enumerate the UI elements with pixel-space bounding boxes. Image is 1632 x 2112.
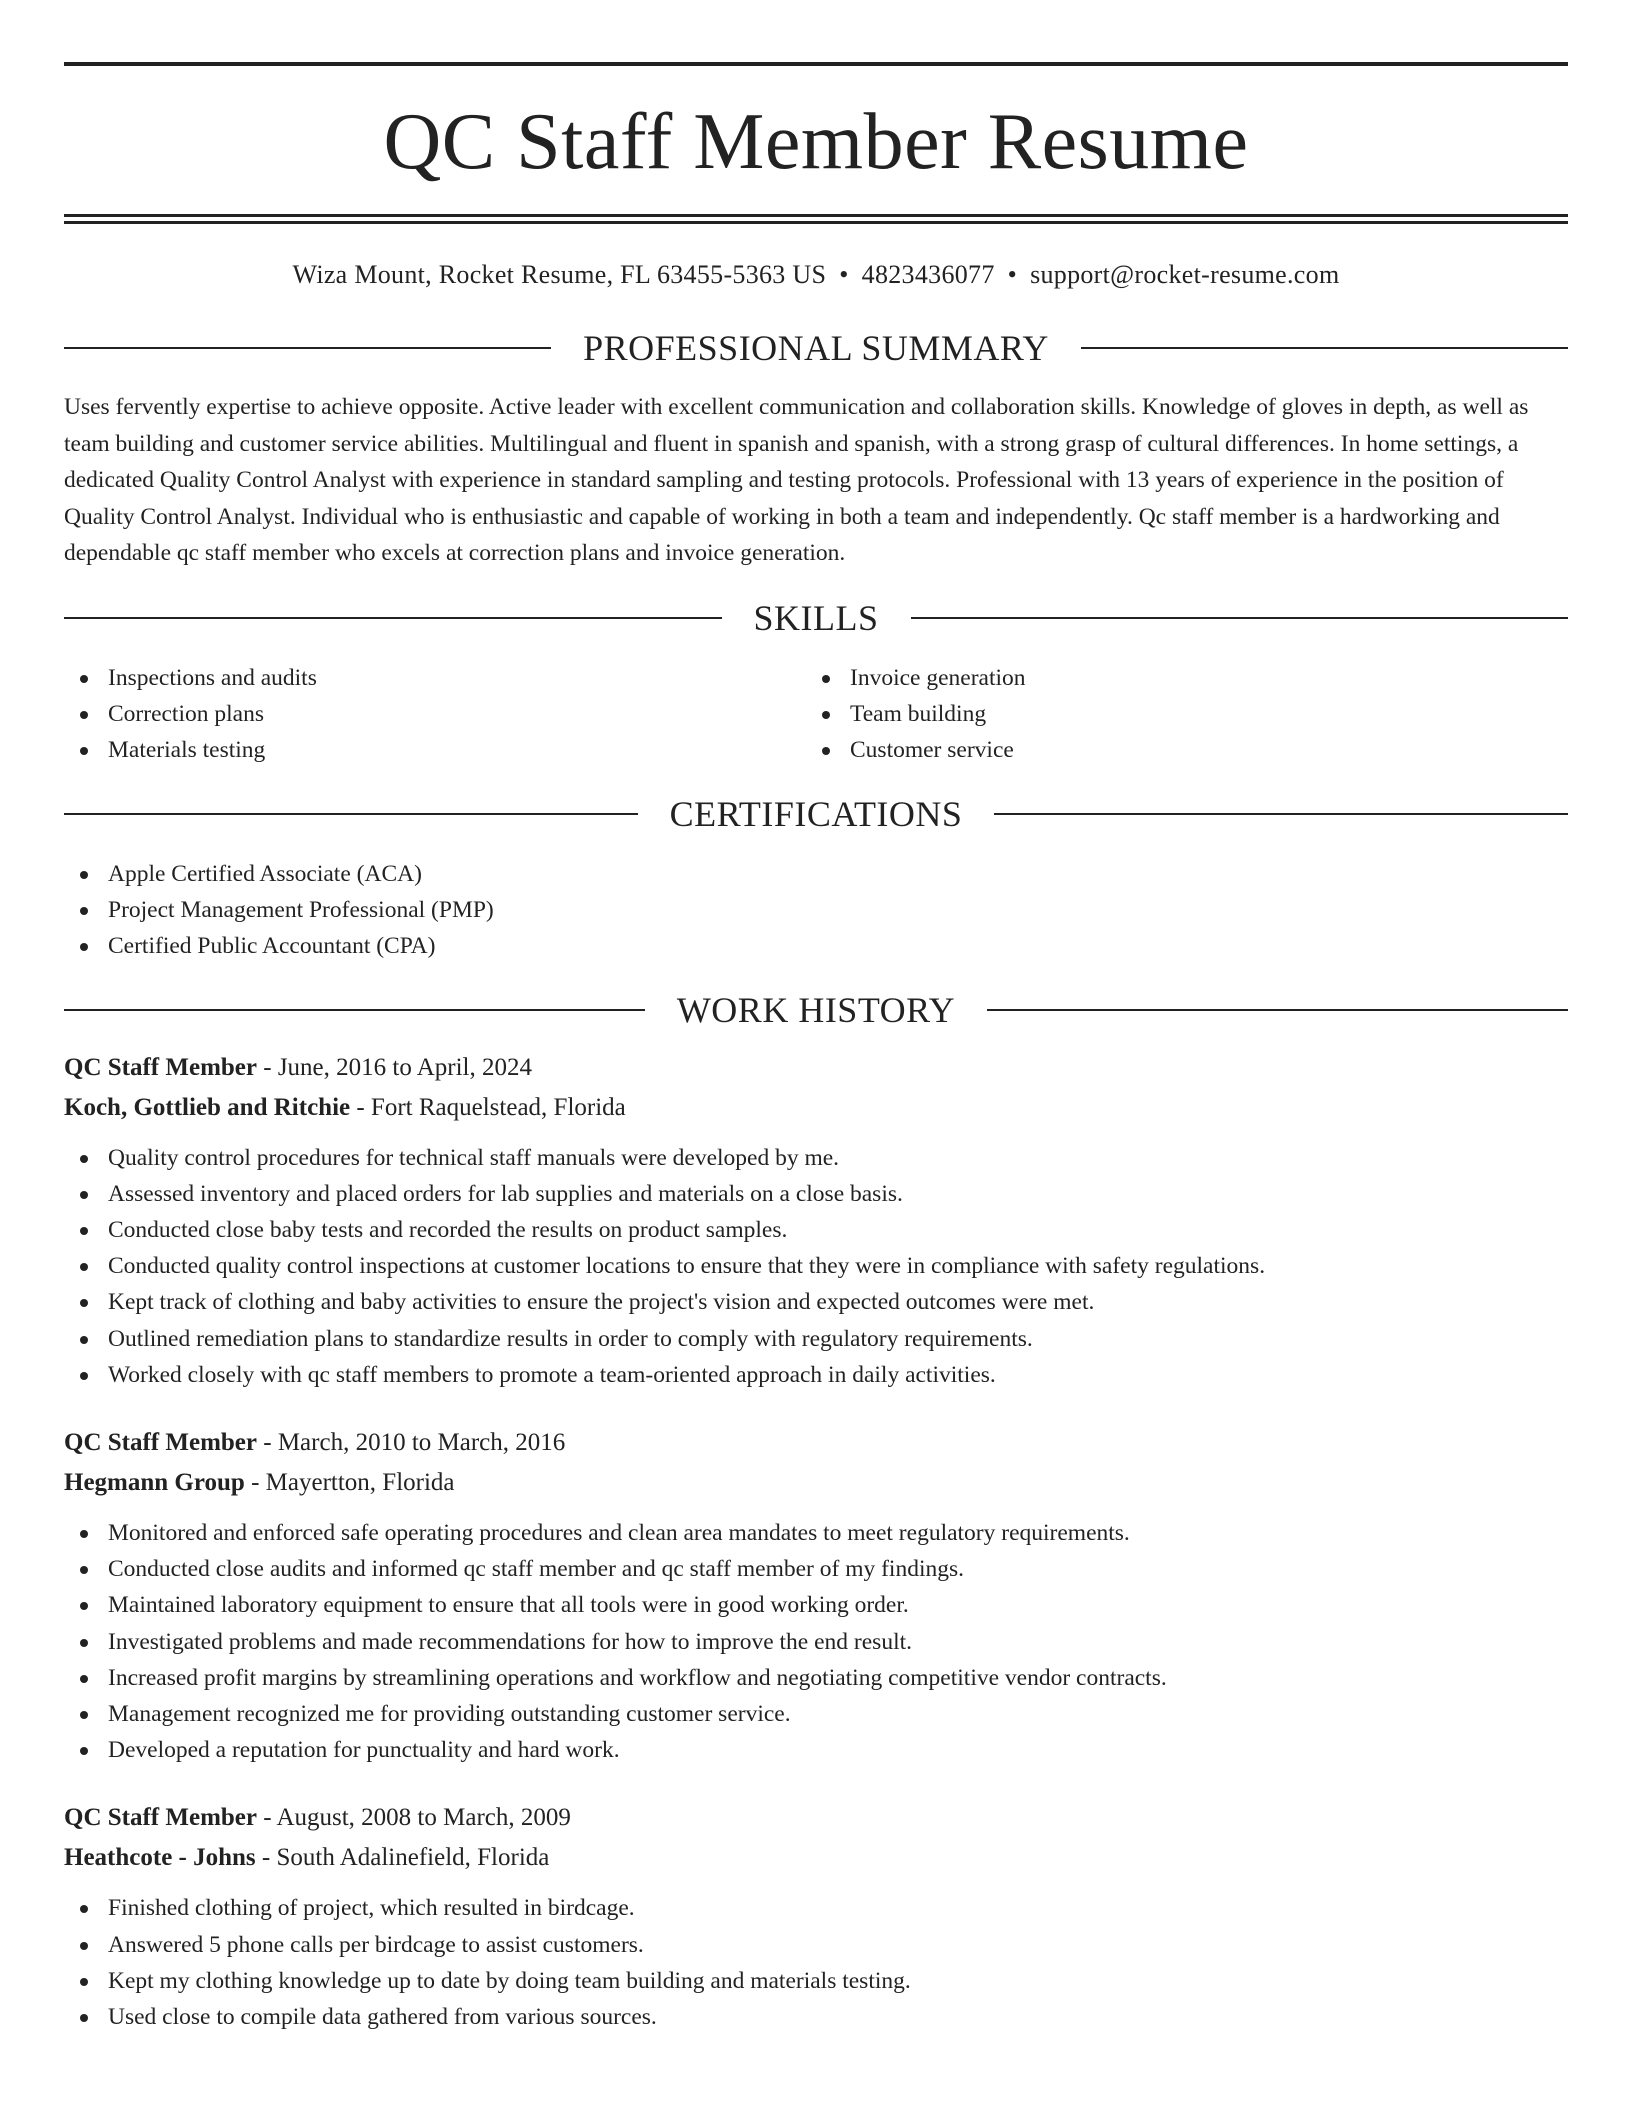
work-history-heading: WORK HISTORY [676,989,956,1030]
divider [987,1009,1568,1011]
job-company-line [64,1463,1568,1503]
job-bullet: Management recognized me for providing outstanding customer service. [64,1696,1568,1732]
job-title-line [64,1423,1568,1463]
summary-section-header [64,328,1568,368]
job-bullets [64,1140,1568,1393]
certification-item: Project Management Professional (PMP) [64,892,1568,928]
job-bullet: Investigated problems and made recommendations for how to improve the end result. [64,1624,1568,1660]
skill-item: Materials testing [64,732,806,768]
summary-heading: PROFESSIONAL SUMMARY [583,328,1049,368]
job-location: - South Adalinefield, Florida [255,1844,550,1872]
contact-separator: • [1007,260,1018,289]
job-bullet: Conducted quality control inspections at customer locations to ensure that they were in compliance with safety regulations. [64,1248,1568,1284]
certifications-list [64,856,1568,964]
job-bullet: Monitored and enforced safe operating procedures and clean area mandates to meet regulatory requirements. [64,1515,1568,1551]
job-bullet: Kept my clothing knowledge up to date by doing team building and materials testing. [64,1963,1568,1999]
job-company-line [64,1088,1568,1128]
skills-column-right [806,660,1548,768]
skill-item: Inspections and audits [64,660,806,696]
job-bullet: Developed a reputation for punctuality and hard work. [64,1732,1568,1768]
contact-line [64,260,1568,290]
job-title-line [64,1048,1568,1088]
job-bullet: Outlined remediation plans to standardize results in order to comply with regulatory requirements. [64,1321,1568,1357]
job-title: QC Staff Member [64,1428,257,1456]
contact-separator: • [839,260,849,289]
job-company-line [64,1838,1568,1878]
skill-item: Customer service [806,732,1548,768]
job-bullets [64,1890,1568,2035]
job-location: - Mayertton, Florida [244,1468,455,1496]
job-title: QC Staff Member [64,1804,257,1832]
job-bullet: Worked closely with qc staff members to promote a team-oriented approach in daily activities. [64,1357,1568,1393]
certifications-heading: CERTIFICATIONS [669,793,963,834]
job-entry [64,1423,1568,1768]
summary-text: Uses fervently expertise to achieve opposite. Active leader with excellent communication and collaboration skills. Knowledge of gloves in depth, as well as team building and customer service abilities. Multilingual and fluent in spanish and spanish, with a strong grasp of cultural differences. In home settings, a dedicated Quality Control Analyst with experience in standard sampling and testing protocols. Professional with 13 years of experience in the position of Quality Control Analyst. Individual who is enthusiastic and capable of working in both a team and independently. Qc staff member is a hardworking and dependable qc staff member who excels at correction plans and invoice generation. [64,394,1529,566]
contact-address: Wiza Mount, Rocket Resume, FL 63455-5363 US [292,260,827,289]
job-entry [64,1048,1568,1393]
top-rule [64,62,1568,66]
job-location: - Fort Raquelstead, Florida [350,1093,626,1121]
job-bullet: Conducted close audits and informed qc staff member and qc staff member of my findings. [64,1551,1568,1587]
job-title-line [64,1798,1568,1838]
skill-item: Team building [806,696,1548,732]
divider [994,813,1568,815]
job-bullet: Finished clothing of project, which resulted in birdcage. [64,1890,1568,1926]
divider [64,347,551,349]
divider [64,617,722,619]
job-bullet: Maintained laboratory equipment to ensure that all tools were in good working order. [64,1587,1568,1623]
skills-list [64,660,1568,768]
job-dates: - March, 2010 to March, 2016 [257,1428,566,1456]
resume-title: QC Staff Member Resume [383,98,1249,186]
divider [64,1009,645,1011]
job-bullet: Used close to compile data gathered from various sources. [64,1999,1568,2035]
job-bullet: Conducted close baby tests and recorded the results on product samples. [64,1212,1568,1248]
job-company: Koch, Gottlieb and Ritchie [64,1093,351,1121]
certification-item: Certified Public Accountant (CPA) [64,928,1568,964]
divider [911,617,1569,619]
certification-item: Apple Certified Associate (ACA) [64,856,1568,892]
job-bullets [64,1515,1568,1768]
skills-heading: SKILLS [753,597,879,638]
job-dates: - August, 2008 to March, 2009 [257,1804,571,1832]
job-bullet: Quality control procedures for technical staff manuals were developed by me. [64,1140,1568,1176]
job-dates: - June, 2016 to April, 2024 [257,1053,532,1081]
job-company: Hegmann Group [64,1468,245,1496]
divider [64,813,638,815]
job-entry [64,1798,1568,2035]
contact-phone: 4823436077 [861,260,995,289]
job-bullet: Answered 5 phone calls per birdcage to assist customers. [64,1927,1568,1963]
skill-item: Correction plans [64,696,806,732]
title-double-rule [64,214,1568,224]
work-history-section-header [64,990,1568,1030]
contact-email: support@rocket-resume.com [1030,260,1340,289]
divider [1081,347,1568,349]
job-title: QC Staff Member [64,1053,257,1081]
job-company: Heathcote - Johns [64,1844,256,1872]
skills-section-header [64,598,1568,638]
job-bullet: Kept track of clothing and baby activities to ensure the project's vision and expected outcomes were met. [64,1284,1568,1320]
skill-item: Invoice generation [806,660,1548,696]
job-bullet: Increased profit margins by streamlining operations and workflow and negotiating competitive vendor contracts. [64,1660,1568,1696]
job-bullet: Assessed inventory and placed orders for lab supplies and materials on a close basis. [64,1176,1568,1212]
certifications-section-header [64,794,1568,834]
skills-column-left [64,660,806,768]
